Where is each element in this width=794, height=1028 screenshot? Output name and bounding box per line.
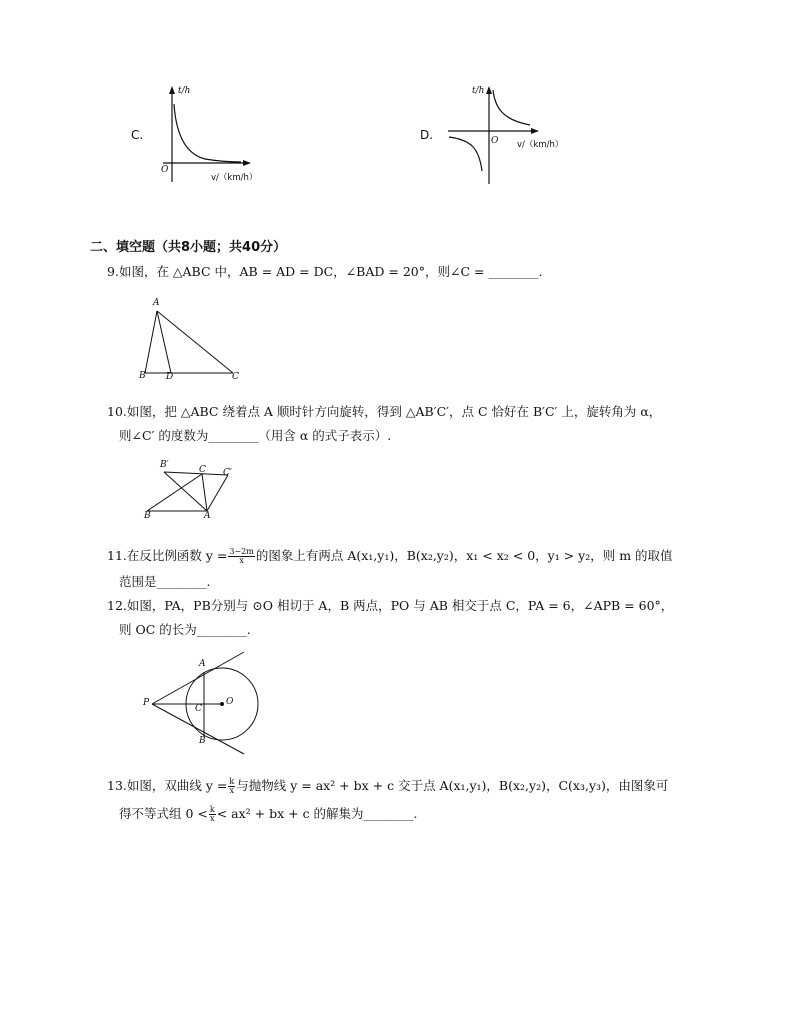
question-12-line-1	[107, 596, 673, 616]
option-d-v-label: v/（km/h）	[517, 140, 564, 150]
question-11-text-pre: 在反比例函数 y =	[126, 548, 228, 563]
question-13-line-2-fraction-den: x	[210, 814, 215, 823]
question-13-fraction	[228, 778, 235, 795]
question-11-fraction	[228, 548, 254, 565]
question-11-number: 11.	[107, 548, 127, 563]
question-13-line-1	[107, 776, 668, 796]
option-d-t-label: t/h	[472, 86, 485, 96]
question-10-line-1	[107, 402, 661, 422]
figure-9-label-a: A	[153, 298, 160, 308]
figure-12-label-b: B	[199, 736, 206, 746]
figure-9-label-b: B	[139, 371, 146, 381]
question-12-number: 12.	[107, 598, 127, 613]
question-11-text-post: 的图象上有两点 A(x₁,y₁)，B(x₂,y₂)，x₁ < x₂ < 0，y₁ > y₂，则 m 的取值	[255, 548, 673, 563]
question-12-text: 如图，PA，PB分别与 ⊙O 相切于 A，B 两点，PO 与 AB 相交于点 C，PA = 6，∠APB = 60°，	[126, 598, 674, 613]
question-13-fraction-den: x	[229, 786, 235, 795]
question-13-line-2	[119, 804, 418, 824]
figure-9-label-d: D	[166, 372, 174, 382]
figure-10-label-b-prime: B′	[160, 460, 169, 470]
question-13-line-2-fraction	[209, 806, 216, 823]
question-13-line-2-pre: 得不等式组 0 <	[119, 806, 208, 821]
question-13-number: 13.	[107, 778, 127, 793]
question-9-number: 9.	[107, 264, 119, 279]
figure-12-label-a: A	[199, 659, 206, 669]
option-c-graph	[155, 84, 270, 184]
section-title: 二、填空题（共8小题；共40分）	[90, 240, 287, 255]
option-c-t-label: t/h	[178, 86, 191, 96]
figure-9-label-c: C	[232, 372, 239, 382]
option-c-v-label: v/（km/h）	[211, 173, 258, 183]
option-d-label: D.	[420, 128, 434, 142]
question-13-line-2-fraction-num: k	[209, 805, 215, 814]
question-13-fraction-num: k	[229, 777, 235, 786]
question-10-line-2: 则∠C′ 的度数为________（用含 α 的式子表示）.	[119, 428, 392, 443]
figure-12-label-p: P	[143, 698, 150, 708]
option-c-origin-label: O	[161, 165, 169, 175]
question-10-text: 如图，把 △ABC 绕着点 A 顺时针方向旋转，得到 △AB′C′，点 C 恰好在 B′C′ 上，旋转角为 α，	[126, 404, 662, 419]
figure-10-label-b: B	[144, 511, 151, 521]
figure-12-label-o: O	[226, 697, 234, 707]
option-c-label: C.	[131, 128, 144, 142]
question-11-line-2: 范围是________.	[119, 574, 211, 589]
figure-10-label-c-prime: C′	[223, 468, 232, 478]
question-9-text: 如图，在 △ABC 中，AB = AD = DC，∠BAD = 20°，则∠C = ________.	[118, 264, 543, 279]
question-10-number: 10.	[107, 404, 127, 419]
figure-12-label-c: C	[195, 704, 202, 714]
figure-10-label-c: C	[199, 465, 206, 475]
option-d-origin-label: O	[491, 136, 499, 146]
question-12-line-2: 则 OC 的长为________.	[119, 622, 251, 637]
question-11-fraction-den: x	[239, 556, 244, 565]
figure-10-label-a: A	[204, 511, 211, 521]
question-13-line-2-post: < ax² + bx + c 的解集为________.	[216, 806, 418, 821]
question-9	[107, 262, 542, 282]
question-13-text-pre: 如图，双曲线 y =	[126, 778, 228, 793]
question-13-text-post: 与抛物线 y = ax² + bx + c 交于点 A(x₁,y₁)，B(x₂,y₂)，C(x₃,y₃)，由图象可	[236, 778, 669, 793]
question-11-line-1	[107, 546, 673, 566]
question-11-fraction-num: 3−2m	[229, 547, 254, 556]
option-d-graph	[445, 84, 545, 186]
